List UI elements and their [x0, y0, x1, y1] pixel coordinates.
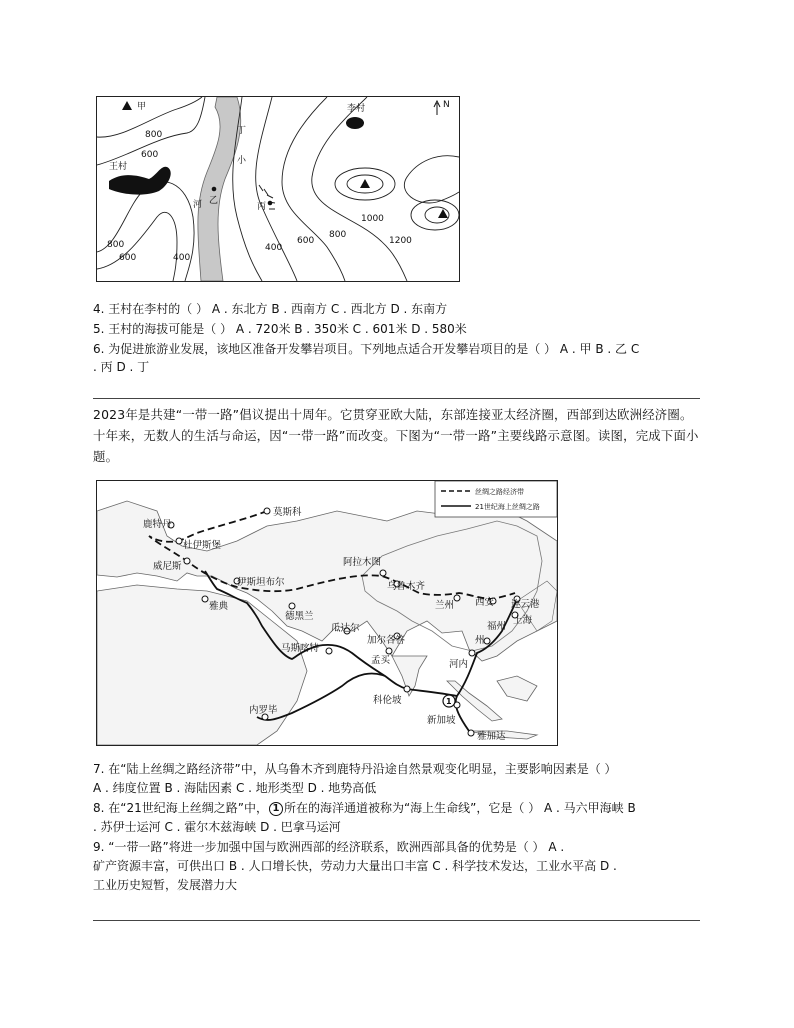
- contour-label: 800: [329, 230, 347, 240]
- river-shape: [198, 97, 241, 281]
- marker-1-icon: 1: [269, 802, 283, 816]
- city-colombo: 科伦坡: [373, 695, 402, 706]
- city-istanbul: 伊斯坦布尔: [237, 577, 285, 588]
- contour-label: 400: [173, 253, 191, 263]
- label-bing: 丙: [257, 202, 267, 212]
- belt-road-map: [96, 480, 558, 746]
- city-lanzhou: 兰州: [435, 600, 455, 611]
- contour-label: 600: [297, 236, 315, 246]
- label-wangcun: 王村: [109, 162, 128, 172]
- city-urumqi: 乌鲁木齐: [387, 581, 426, 592]
- question-7-line-1: 7. 在“陆上丝绸之路经济带”中，从乌鲁木齐到鹿特丹沿途自然景观变化明显，主要影响因素是（ ）: [93, 762, 617, 776]
- city-fuzhou: 福州: [487, 621, 507, 632]
- label-north: N: [443, 100, 450, 110]
- contour-label: 400: [265, 243, 283, 253]
- city-shanghai: 上海: [513, 615, 533, 626]
- passage-intro: 2023年是共建“一带一路”倡议提出十周年。它贯穿亚欧大陆，东部连接亚太经济圈，西部到达欧洲经济圈。十年来，无数人的生活与命运，因“一带一路”而改变。下图为“一带一路”主要线路示意图。读图，完成下面小题。: [93, 407, 699, 464]
- peak-icon: [360, 179, 370, 188]
- question-9-line-1: 9. “一带一路”将进一步加强中国与欧洲西部的经济联系，欧洲西部具备的优势是（ ） A .: [93, 840, 565, 854]
- question-5: 5. 王村的海拔可能是（ ） A . 720米 B . 350米 C . 601米 D . 580米: [93, 322, 467, 336]
- city-singapore: 新加坡: [427, 715, 456, 726]
- map-legend: [435, 481, 557, 517]
- city-rotterdam: 鹿特丹: [143, 519, 172, 530]
- marker-1-label: 1: [446, 697, 452, 706]
- city-venice: 威尼斯: [153, 561, 182, 572]
- question-7-line-2: A . 纬度位置 B . 海陆因素 C . 地形类型 D . 地势高低: [93, 781, 377, 795]
- question-8-suffix: 所在的海洋通道被称为“海上生命线”，它是（ ） A . 马六甲海峡 B: [283, 801, 636, 815]
- city-jakarta: 雅加达: [477, 731, 506, 742]
- licun-village: [346, 117, 364, 129]
- point-bing: [268, 201, 273, 206]
- city-xian: 西安: [475, 597, 495, 608]
- question-9-line-3: 工业历史短暂，发展潜力大: [93, 878, 238, 892]
- divider: [93, 920, 700, 921]
- city-mumbai: 孟买: [371, 655, 391, 666]
- city-tehran: 德黑兰: [285, 611, 314, 622]
- city-athens: 雅典: [209, 601, 229, 612]
- label-he: 河: [193, 200, 203, 210]
- question-4: 4. 王村在李村的（ ） A . 东北方 B . 西南方 C . 西北方 D . 东南方: [93, 302, 448, 316]
- question-8-line-1: [93, 799, 705, 818]
- city-hanoi: 河内: [449, 659, 469, 670]
- label-yi: 乙: [209, 196, 219, 206]
- label-xiao: 小: [237, 156, 247, 166]
- city-lianyungang: 连云港: [511, 599, 540, 610]
- label-jia: 甲: [137, 102, 147, 112]
- legend-sea-route: 21世纪海上丝绸之路: [475, 503, 540, 511]
- contour-label: 800: [145, 130, 163, 140]
- contour-map: [96, 96, 460, 282]
- city-quanzhou: 州: [475, 635, 485, 646]
- label-licun: 李村: [347, 104, 366, 114]
- question-6-line-2: . 丙 D . 丁: [93, 360, 150, 374]
- city-gwadar: 瓜达尔: [331, 623, 360, 634]
- label-ding: 丁: [237, 126, 247, 136]
- peak-jia-icon: [122, 101, 132, 110]
- city-muscat: 马斯喀特: [281, 643, 320, 654]
- question-6-line-1: 6. 为促进旅游业发展，该地区准备开发攀岩项目。下列地点适合开发攀岩项目的是（ ） A . 甲 B . 乙 C: [93, 342, 640, 356]
- question-8-line-2: . 苏伊士运河 C . 霍尔木兹海峡 D . 巴拿马运河: [93, 820, 341, 834]
- contour-label: 1000: [361, 214, 384, 224]
- contour-label: 800: [107, 240, 125, 250]
- city-moscow: 莫斯科: [273, 507, 302, 518]
- contour-label: 1200: [389, 236, 412, 246]
- city-nairobi: 内罗毕: [249, 705, 278, 716]
- legend-land-route: 丝绸之路经济带: [475, 488, 524, 496]
- contour-label: 600: [119, 253, 137, 263]
- city-almaty: 阿拉木图: [343, 557, 382, 568]
- city-kolkata: 加尔各答: [367, 635, 406, 646]
- city-duisburg: 杜伊斯堡: [183, 540, 222, 551]
- divider: [93, 398, 700, 399]
- contour-label: 600: [141, 150, 159, 160]
- question-8-prefix: 8. 在“21世纪海上丝绸之路”中，: [93, 801, 268, 815]
- question-9-line-2: 矿产资源丰富，可供出口 B . 人口增长快，劳动力大量出口丰富 C . 科学技术发达，工业水平高 D .: [93, 859, 617, 873]
- point-yi: [212, 187, 217, 192]
